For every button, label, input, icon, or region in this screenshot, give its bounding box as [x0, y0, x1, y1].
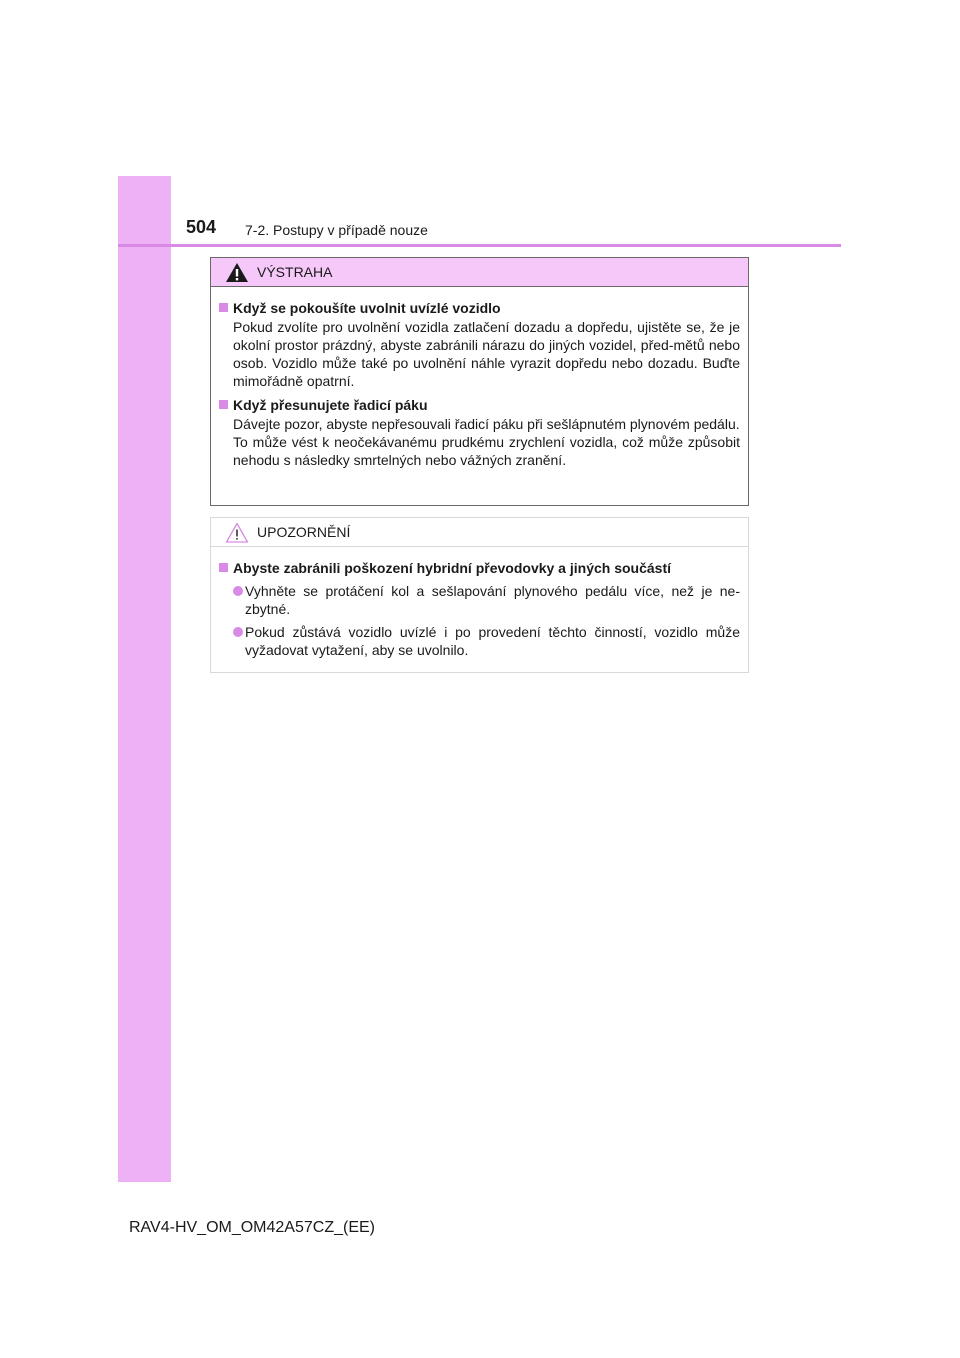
warning-box-header: [211, 258, 748, 287]
page-header: [171, 214, 841, 246]
header-rule: [118, 244, 841, 247]
section-title: 7-2. Postupy v případě nouze: [245, 222, 428, 238]
warning-box-body: [211, 287, 748, 469]
page-number: 504: [186, 217, 217, 237]
warning-item-heading: Když se pokoušíte uvolnit uvízlé vozidlo: [219, 299, 740, 317]
square-bullet-icon: [219, 400, 228, 409]
chapter-side-band: [118, 176, 171, 1182]
warning-triangle-icon: [225, 262, 249, 283]
manual-code: RAV4-HV_OM_OM42A57CZ_(EE): [129, 1219, 375, 1236]
caution-box-body: [211, 547, 748, 659]
caution-box-header: [211, 518, 748, 547]
round-bullet-icon: [233, 586, 243, 596]
caution-bullet-item: Vyhněte se protáčení kol a sešlapování plynového pedálu více, než je ne-zbytné.: [219, 582, 740, 618]
warning-item-heading: Když přesunujete řadicí páku: [219, 396, 740, 414]
warning-box: [210, 257, 749, 506]
warning-label: VÝSTRAHA: [257, 264, 333, 280]
square-bullet-icon: [219, 303, 228, 312]
warning-paragraph: Pokud zvolíte pro uvolnění vozidla zatlačení dozadu a dopředu, ujistěte se, že je okolní prostor prázdný, abyste zabránili nárazu do jiných vozidel, před-mětů nebo osob. Vozidlo může také po uvolnění náhle vyrazit dopředu nebo dozadu. Buďte mimořádně opatrní.: [233, 319, 740, 389]
warning-paragraph: To může vést k neočekávanému prudkému zrychlení vozidla, což může způsobit nehodu s následky smrtelných nebo vážných zranění.: [233, 434, 740, 468]
caution-bullet-item: Pokud zůstává vozidlo uvízlé i po provedení těchto činností, vozidlo může vyžadovat vytažení, aby se uvolnilo.: [219, 623, 740, 659]
warning-paragraph: Dávejte pozor, abyste nepřesouvali řadicí páku při sešlápnutém plynovém pedálu.: [233, 416, 740, 432]
round-bullet-icon: [233, 627, 243, 637]
caution-box: [210, 517, 749, 673]
square-bullet-icon: [219, 563, 228, 572]
caution-triangle-outline-icon: [225, 522, 249, 543]
caution-label: UPOZORNĚNÍ: [257, 524, 351, 540]
caution-item-heading: Abyste zabránili poškození hybridní převodovky a jiných součástí: [219, 559, 740, 577]
